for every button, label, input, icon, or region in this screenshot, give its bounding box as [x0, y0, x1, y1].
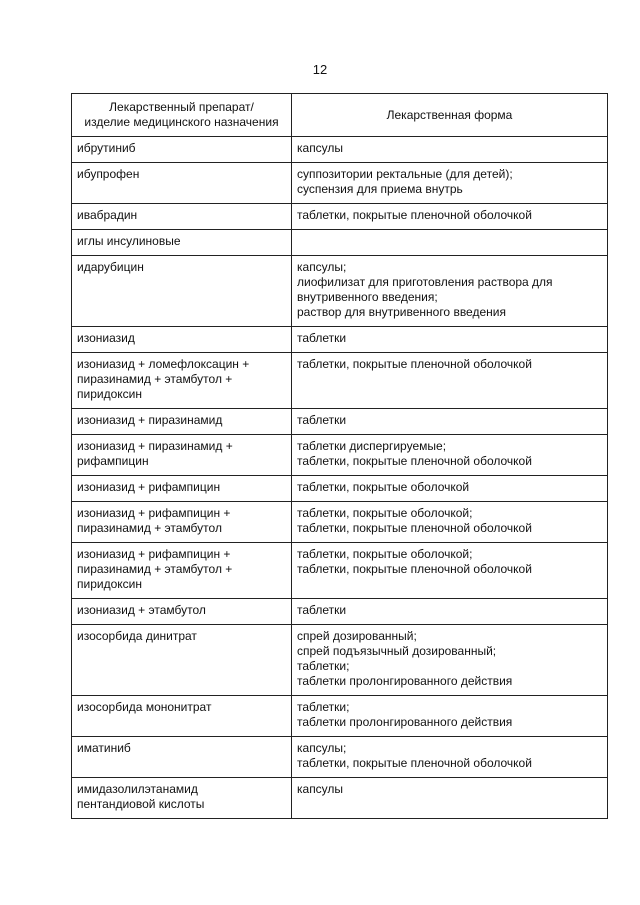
drug-name-line: изониазид	[77, 331, 135, 345]
dosage-form-cell	[292, 353, 608, 409]
drug-name-cell	[72, 256, 292, 327]
dosage-form-line: таблетки, покрытые пленочной оболочкой	[297, 521, 532, 535]
dosage-form-line: внутривенного введения;	[297, 290, 438, 304]
drug-name-cell	[72, 204, 292, 230]
dosage-form-line: капсулы	[297, 141, 344, 155]
drug-name-line: изониазид + рифампицин +	[77, 547, 231, 561]
table-row	[72, 353, 608, 409]
dosage-form-line: таблетки, покрытые пленочной оболочкой	[297, 454, 532, 468]
drug-name-cell	[72, 327, 292, 353]
drug-name-line: изониазид + этамбутол	[77, 603, 206, 617]
drug-name-line: рифампицин	[77, 454, 149, 468]
drug-name-line: имидазолилэтанамид	[77, 782, 198, 796]
table-row	[72, 327, 608, 353]
table-row	[72, 204, 608, 230]
dosage-form-line: лиофилизат для приготовления раствора для	[297, 275, 553, 289]
dosage-form-cell	[292, 163, 608, 204]
dosage-form-cell	[292, 599, 608, 625]
drug-name-line: пиразинамид + этамбутол +	[77, 372, 233, 386]
dosage-form-cell	[292, 625, 608, 696]
dosage-form-line: суппозитории ректальные (для детей);	[297, 167, 513, 181]
table-row	[72, 256, 608, 327]
dosage-form-line: таблетки, покрытые оболочкой	[297, 480, 470, 494]
table-row	[72, 163, 608, 204]
drug-name-line: иглы инсулиновые	[77, 234, 181, 248]
dosage-form-line: таблетки, покрытые пленочной оболочкой	[297, 756, 532, 770]
drug-name-line: пиразинамид + этамбутол	[77, 521, 222, 535]
dosage-form-cell	[292, 137, 608, 163]
dosage-form-line: капсулы;	[297, 260, 347, 274]
dosage-form-line: таблетки, покрытые оболочкой;	[297, 547, 473, 561]
header-line: Лекарственная форма	[386, 107, 513, 122]
dosage-form-line: таблетки пролонгированного действия	[297, 674, 513, 688]
dosage-form-line: таблетки	[297, 603, 347, 617]
drug-name-cell	[72, 163, 292, 204]
header-drug-name	[72, 94, 292, 137]
drug-name-line: ибупрофен	[77, 167, 140, 181]
header-line: Лекарственный препарат/	[109, 100, 254, 114]
table-row	[72, 599, 608, 625]
dosage-form-line: таблетки;	[297, 700, 350, 714]
table-row	[72, 409, 608, 435]
drug-name-cell	[72, 778, 292, 819]
dosage-form-line: таблетки	[297, 413, 347, 427]
table-row	[72, 543, 608, 599]
drug-name-line: иматиниб	[77, 741, 131, 755]
dosage-form-line: таблетки;	[297, 659, 350, 673]
drug-name-cell	[72, 476, 292, 502]
dosage-form-line: таблетки, покрытые пленочной оболочкой	[297, 208, 532, 222]
dosage-form-cell	[292, 409, 608, 435]
drug-name-cell	[72, 409, 292, 435]
dosage-form-line: суспензия для приема внутрь	[297, 182, 463, 196]
drug-name-cell	[72, 625, 292, 696]
table-row	[72, 737, 608, 778]
drug-name-line: изосорбида мононитрат	[77, 700, 212, 714]
dosage-form-cell	[292, 476, 608, 502]
dosage-form-cell	[292, 327, 608, 353]
dosage-form-cell	[292, 230, 608, 256]
drug-name-line: изониазид + ломефлоксацин +	[77, 357, 250, 371]
dosage-form-cell	[292, 435, 608, 476]
dosage-form-line: раствор для внутривенного введения	[297, 305, 506, 319]
drug-name-line: пиразинамид + этамбутол +	[77, 562, 233, 576]
table-row	[72, 476, 608, 502]
drug-name-cell	[72, 599, 292, 625]
drug-table	[71, 93, 608, 819]
header-line: изделие медицинского назначения	[84, 115, 279, 129]
page-number: 12	[312, 62, 328, 77]
dosage-form-line: таблетки, покрытые оболочкой;	[297, 506, 473, 520]
dosage-form-cell	[292, 696, 608, 737]
drug-name-line: пиридоксин	[77, 387, 142, 401]
drug-name-line: изосорбида динитрат	[77, 629, 197, 643]
dosage-form-line: таблетки диспергируемые;	[297, 439, 447, 453]
table-row	[72, 625, 608, 696]
table-row	[72, 230, 608, 256]
drug-name-cell	[72, 696, 292, 737]
drug-name-cell	[72, 543, 292, 599]
header-dosage-form	[292, 94, 608, 137]
table-row	[72, 502, 608, 543]
table-body	[72, 137, 608, 819]
drug-name-line: пиридоксин	[77, 577, 142, 591]
dosage-form-cell	[292, 543, 608, 599]
drug-name-cell	[72, 737, 292, 778]
drug-name-line: изониазид + рифампицин +	[77, 506, 231, 520]
table-row	[72, 435, 608, 476]
table-row	[72, 696, 608, 737]
drug-name-line: изониазид + рифампицин	[77, 480, 221, 494]
dosage-form-cell	[292, 502, 608, 543]
drug-name-line: изониазид + пиразинамид +	[77, 439, 233, 453]
dosage-form-line: таблетки, покрытые пленочной оболочкой	[297, 357, 532, 371]
dosage-form-cell	[292, 256, 608, 327]
drug-name-cell	[72, 137, 292, 163]
drug-name-line: идарубицин	[77, 260, 144, 274]
dosage-form-cell	[292, 778, 608, 819]
dosage-form-cell	[292, 737, 608, 778]
table-header-row	[72, 94, 608, 137]
drug-name-cell	[72, 435, 292, 476]
drug-name-cell	[72, 502, 292, 543]
drug-name-line: ивабрадин	[77, 208, 138, 222]
dosage-form-line: капсулы;	[297, 741, 347, 755]
dosage-form-line: спрей подъязычный дозированный;	[297, 644, 497, 658]
dosage-form-line: таблетки пролонгированного действия	[297, 715, 513, 729]
dosage-form-cell	[292, 204, 608, 230]
drug-name-line: ибрутиниб	[77, 141, 136, 155]
table-row	[72, 778, 608, 819]
dosage-form-line: спрей дозированный;	[297, 629, 417, 643]
drug-name-line: пентандиовой кислоты	[77, 797, 205, 811]
drug-name-cell	[72, 353, 292, 409]
dosage-form-line: таблетки	[297, 331, 347, 345]
drug-name-cell	[72, 230, 292, 256]
dosage-form-line: капсулы	[297, 782, 344, 796]
table-row	[72, 137, 608, 163]
dosage-form-line: таблетки, покрытые пленочной оболочкой	[297, 562, 532, 576]
drug-name-line: изониазид + пиразинамид	[77, 413, 223, 427]
